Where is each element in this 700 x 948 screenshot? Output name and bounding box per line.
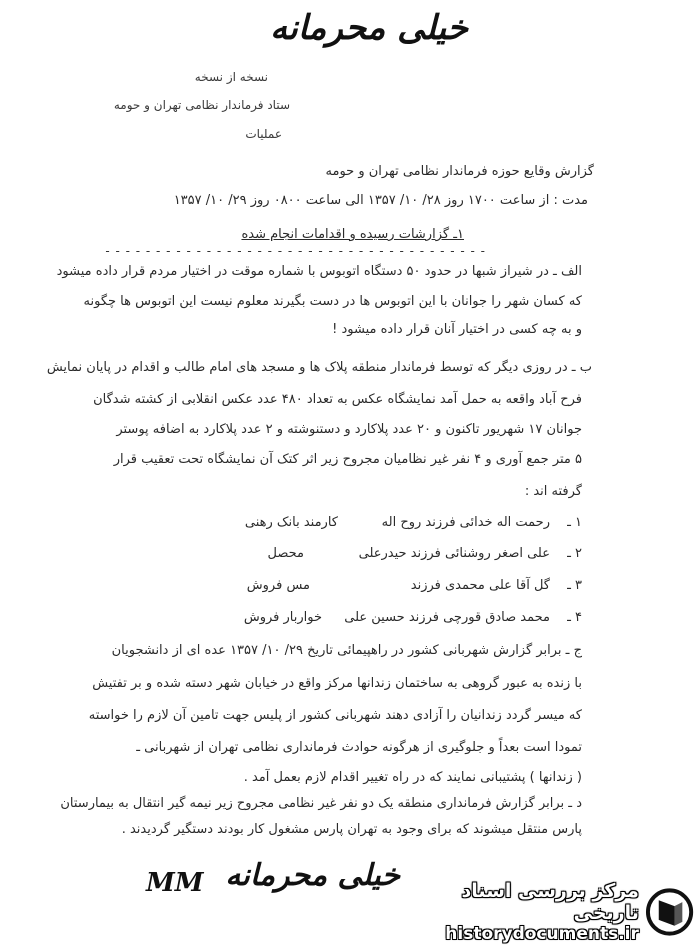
paragraph-b-line-1: ب ـ در روزی دیگر که توسط فرماندار منطقه پلاک ها و مسجد های امام طالب و اقدام در پایان نمایش bbox=[46, 360, 592, 375]
classification-top: خیلی محرمانه bbox=[270, 8, 468, 48]
classification-bottom: خیلی محرمانه bbox=[225, 858, 400, 893]
list-item-3-num: ۳ ـ bbox=[567, 578, 582, 593]
list-item-3-name: گل آقا علی محمدی فرزند bbox=[410, 578, 550, 593]
paragraph-b-line-2: فرح آباد واقعه به حمل آمد نمایشگاه عکس به تعداد ۴۸۰ عدد عکس انقلابی از کشته شدگان bbox=[93, 392, 582, 407]
paragraph-a-line-3: و به چه کسی در اختیار آنان قرار داده میشود ! bbox=[332, 322, 582, 337]
list-item-2-num: ۲ ـ bbox=[567, 546, 582, 561]
header-department: عملیات bbox=[245, 127, 282, 141]
paragraph-a-line-1: الف ـ در شیراز شبها در حدود ۵۰ دستگاه اتوبوس با شماره موقت در اختیار مردم قرار داده میشود bbox=[56, 264, 582, 279]
report-period: مدت : از ساعت ۱۷۰۰ روز ۲۸/ ۱۰/ ۱۳۵۷ الی ساعت ۰۸۰۰ روز ۲۹/ ۱۰/ ۱۳۵۷ bbox=[173, 193, 588, 208]
list-item-4-name: محمد صادق قورچی فرزند حسین علی bbox=[344, 610, 550, 625]
paragraph-b-line-4: ۵ متر جمع آوری و ۴ نفر غیر نظامیان مجروح زیر اثر کتک آن نمایشگاه تحت تعقیب قرار bbox=[113, 452, 582, 467]
list-item-1-num: ۱ ـ bbox=[567, 515, 582, 530]
watermark-logo-icon bbox=[645, 886, 694, 938]
paragraph-c-line-5: ( زندانها ) پشتیبانی نمایند که در راه تغییر اقدام لازم بعمل آمد . bbox=[243, 770, 582, 785]
paragraph-c-line-4: تمودا است بعداً و جلوگیری از هرگونه حوادث فرمانداری نظامی تهران از شهربانی ـ bbox=[136, 740, 582, 755]
list-item-1-job: کارمند بانک رهنی bbox=[244, 515, 338, 530]
watermark-text bbox=[394, 880, 639, 944]
divider-line: - - - - - - - - - - - - - - - - - - - - - - - - - - - - - - - - - - - - - - bbox=[105, 244, 486, 258]
paragraph-d-line-1: د ـ برابر گزارش فرمانداری منطقه یک دو نفر غیر نظامی مجروح زیر نیمه گیر انتقال به بیمارستان bbox=[60, 796, 582, 811]
watermark bbox=[394, 880, 694, 944]
list-item-4-num: ۴ ـ bbox=[567, 610, 582, 625]
paragraph-c-line-1: ج ـ برابر گزارش شهربانی کشور در راهپیمائی تاریخ ۲۹/ ۱۰/ ۱۳۵۷ عده ای از دانشجویان bbox=[111, 643, 582, 658]
paragraph-b-line-5: گرفته اند : bbox=[524, 484, 582, 499]
report-title: گزارش وقایع حوزه فرماندار نظامی تهران و حومه bbox=[325, 164, 594, 179]
list-item-1-name: رحمت اله خدائی فرزند روح اله bbox=[381, 515, 550, 530]
paragraph-a-line-2: که کسان شهر را جوانان با این اتوبوس ها در دست بگیرند معلوم نیست این اتوبوس ها چگونه bbox=[83, 294, 582, 309]
paragraph-c-line-2: با زنده به عبور گروهی به ساختمان زندانها مرکز واقع در خیابان شهر دسته شده و بر تفتیش bbox=[92, 676, 582, 691]
paragraph-c-line-3: که میسر گردد زندانیان را آزادی دهند شهربانی کشور از پلیس جهت تامین آن لازم را خواسته bbox=[88, 708, 582, 723]
paragraph-b-line-3: جوانان ۱۷ شهریور تاکنون و ۲۰ عدد پلاکارد و دستنوشته و ۲ عدد پلاکارد به اضافه پوستر bbox=[116, 422, 582, 437]
list-item-3-job: مس فروش bbox=[246, 578, 310, 593]
list-item-2-name: علی اصغر روشنائی فرزند حیدرعلی bbox=[358, 546, 550, 561]
section-heading: ۱ـ گزارشات رسیده و اقدامات انجام شده bbox=[241, 227, 464, 242]
header-addressee: ستاد فرماندار نظامی تهران و حومه bbox=[113, 98, 290, 112]
paragraph-d-line-2: پارس منتقل میشوند که برای وجود به تهران پارس مشغول کار بودند دستگیر گردیدند . bbox=[121, 822, 582, 837]
list-item-4-job: خواربار فروش bbox=[243, 610, 322, 625]
copy-line: نسخه از نسخه bbox=[194, 70, 268, 84]
watermark-url: historydocuments.ir bbox=[445, 924, 639, 944]
handwritten-signature: MM bbox=[146, 868, 204, 898]
watermark-name: مرکز بررسی اسناد تاریخی bbox=[461, 880, 639, 924]
list-item-2-job: محصل bbox=[267, 546, 304, 561]
